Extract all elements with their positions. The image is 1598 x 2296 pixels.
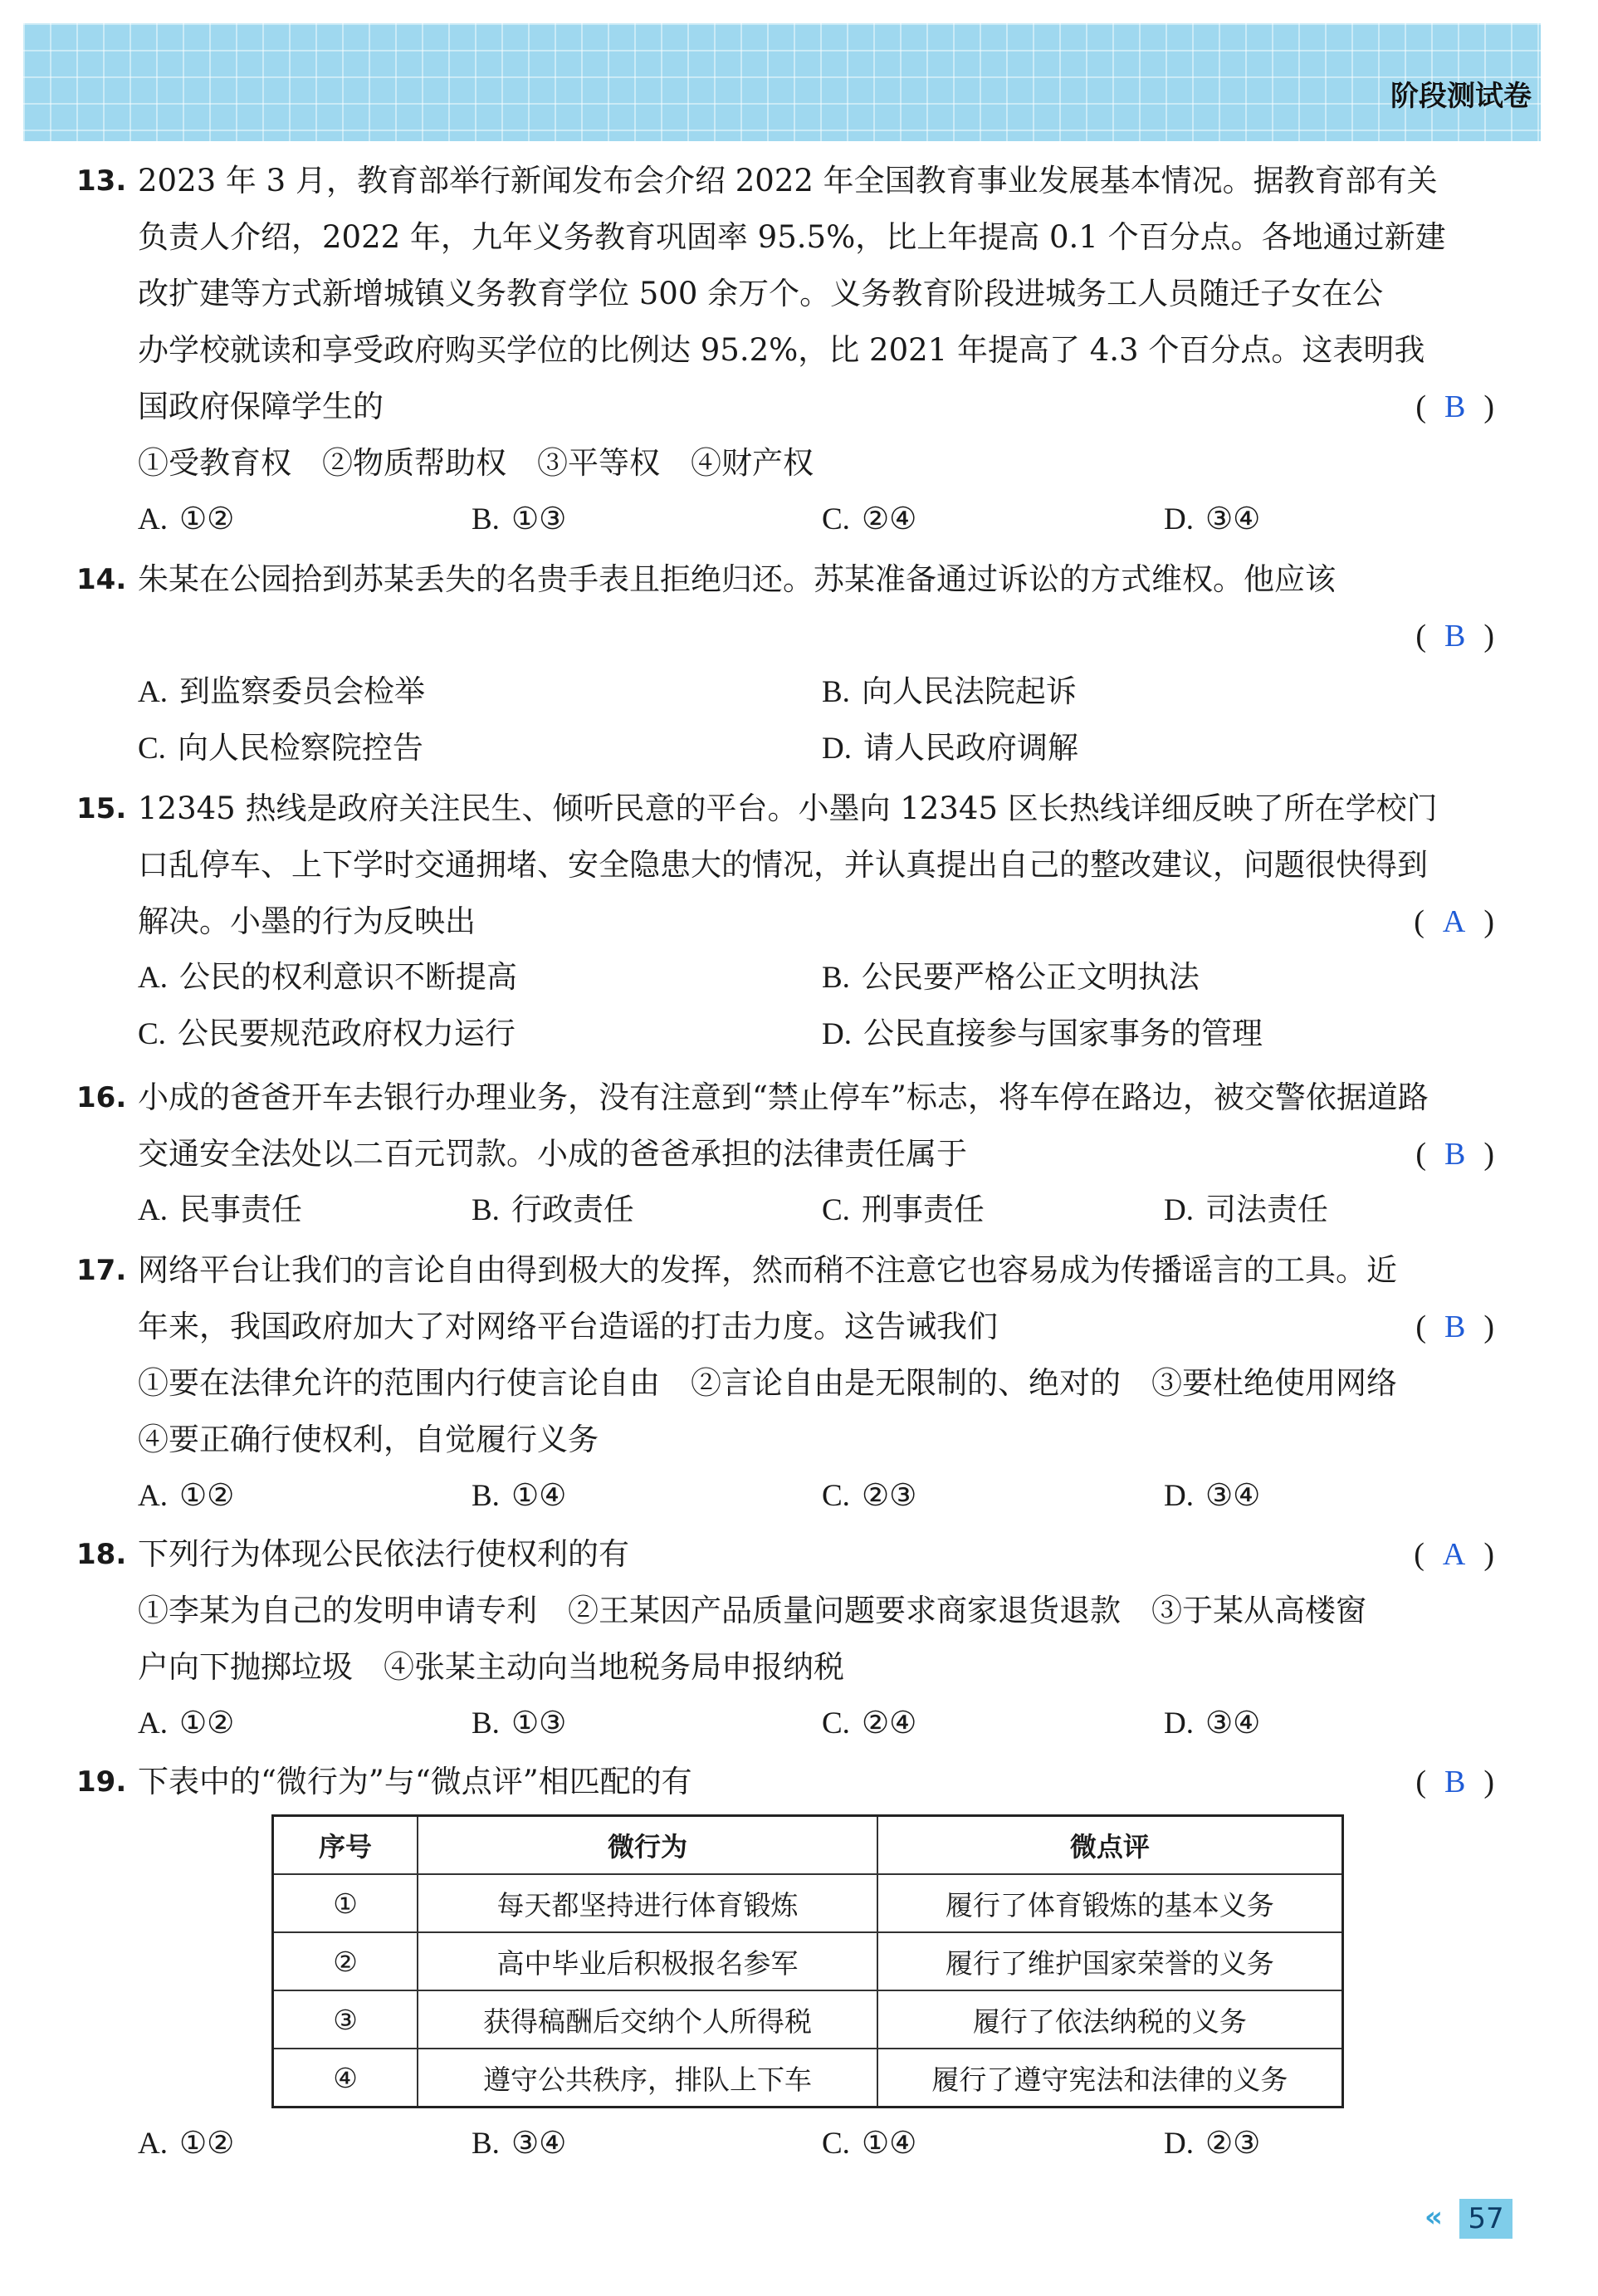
option-c: C. 向人民检察院控告 xyxy=(138,732,423,766)
question-items: 户向下抛掷垃圾 ④张某主动向当地税务局申报纳税 xyxy=(138,1649,844,1685)
question-text: 小成的爸爸开车去银行办理业务，没有注意到“禁止停车”标志，将车停在路边，被交警依据道路 xyxy=(138,1079,1429,1115)
answer-letter: B xyxy=(1444,1310,1466,1344)
option-d: D. ②③ xyxy=(1164,2127,1261,2161)
table-cell: 每天都坚持进行体育锻炼 xyxy=(418,1874,877,1932)
question-items: ①李某为自己的发明申请专利 ②王某因产品质量问题要求商家退货退款 ③于某从高楼窗 xyxy=(138,1593,1366,1628)
table-header-row xyxy=(273,1816,1343,1875)
question-number: 17. xyxy=(76,1254,127,1287)
option-c: C. ②④ xyxy=(822,1706,917,1740)
question-text: 朱某在公园拾到苏某丢失的名贵手表且拒绝归还。苏某准备通过诉讼的方式维权。他应该 xyxy=(138,561,1336,597)
option-d: D. 请人民政府调解 xyxy=(822,732,1078,766)
answer-letter: A xyxy=(1442,1537,1466,1572)
option-a: A. 公民的权利意识不断提高 xyxy=(138,961,517,995)
table-cell: ③ xyxy=(273,1990,418,2049)
question-text: 下表中的“微行为”与“微点评”相匹配的有 xyxy=(138,1764,692,1799)
answer-letter: A xyxy=(1442,904,1466,939)
answer-letter: B xyxy=(1444,619,1466,654)
option-a: A. 到监察委员会检举 xyxy=(138,675,425,709)
question-text: 交通安全法处以二百元罚款。小成的爸爸承担的法律责任属于 xyxy=(138,1136,967,1172)
answer-letter: B xyxy=(1444,1765,1466,1799)
table-cell: ② xyxy=(273,1932,418,1990)
question-items: ①要在法律允许的范围内行使言论自由 ②言论自由是无限制的、绝对的 ③要杜绝使用网络 xyxy=(138,1365,1397,1401)
answer-bracket: ( B ) xyxy=(1415,1310,1494,1344)
answer-bracket: ( B ) xyxy=(1415,1765,1494,1799)
question-items: ①受教育权 ②物质帮助权 ③平等权 ④财产权 xyxy=(138,445,814,481)
page-number-badge xyxy=(1425,2199,1516,2240)
table-cell: 履行了遵守宪法和法律的义务 xyxy=(877,2049,1343,2108)
option-b: B. 行政责任 xyxy=(472,1193,634,1227)
question-number: 15. xyxy=(76,792,127,825)
answer-bracket: ( B ) xyxy=(1415,389,1494,424)
option-a: A. ①② xyxy=(138,1706,235,1740)
question-number: 18. xyxy=(76,1538,127,1571)
table-header-cell: 序号 xyxy=(273,1816,418,1875)
table-header-cell: 微点评 xyxy=(877,1816,1343,1875)
question-items: ④要正确行使权利，自觉履行义务 xyxy=(138,1422,599,1457)
matching-table xyxy=(271,1814,1344,2108)
option-d: D. 公民直接参与国家事务的管理 xyxy=(822,1017,1263,1051)
question-text: 下列行为体现公民依法行使权利的有 xyxy=(138,1536,629,1572)
answer-letter: B xyxy=(1444,389,1466,424)
question-17 xyxy=(76,1242,1494,1525)
table-cell: 高中毕业后积极报名参军 xyxy=(418,1932,877,1990)
option-a: A. ①② xyxy=(138,502,235,536)
answer-bracket: ( A ) xyxy=(1414,1537,1494,1572)
question-19-options xyxy=(76,2116,1488,2172)
question-14 xyxy=(76,551,1494,777)
question-text: 国政府保障学生的 xyxy=(138,389,384,424)
option-b: B. ①③ xyxy=(472,502,567,536)
question-text: 解决。小墨的行为反映出 xyxy=(138,903,476,939)
table-row xyxy=(273,2049,1343,2108)
answer-bracket: ( A ) xyxy=(1414,904,1494,939)
question-number: 14. xyxy=(76,563,127,596)
table-cell: ① xyxy=(273,1874,418,1932)
question-text: 2023 年 3 月，教育部举行新闻发布会介绍 2022 年全国教育事业发展基本情况。据教育部有关 xyxy=(138,163,1438,198)
question-text: 12345 热线是政府关注民生、倾听民意的平台。小墨向 12345 区长热线详细反映了所在学校门 xyxy=(138,791,1438,826)
question-18 xyxy=(76,1526,1494,1752)
option-b: B. 向人民法院起诉 xyxy=(822,675,1077,709)
option-c: C. 刑事责任 xyxy=(822,1193,985,1227)
question-text: 年来，我国政府加大了对网络平台造谣的打击力度。这告诫我们 xyxy=(138,1309,998,1344)
table-cell: 履行了维护国家荣誉的义务 xyxy=(877,1932,1343,1990)
question-text: 口乱停车、上下学时交通拥堵、安全隐患大的情况，并认真提出自己的整改建议，问题很快得到 xyxy=(138,847,1428,883)
option-c: C. 公民要规范政府权力运行 xyxy=(138,1017,516,1051)
page-number: 57 xyxy=(1459,2199,1512,2239)
question-13 xyxy=(76,153,1494,548)
question-text: 办学校就读和享受政府购买学位的比例达 95.2%，比 2021 年提高了 4.3 个百分点。这表明我 xyxy=(138,332,1425,368)
question-text: 网络平台让我们的言论自由得到极大的发挥，然而稍不注意它也容易成为传播谣言的工具。近 xyxy=(138,1252,1397,1288)
table-cell: 履行了依法纳税的义务 xyxy=(877,1990,1343,2049)
option-d: D. 司法责任 xyxy=(1164,1193,1328,1227)
question-text: 改扩建等方式新增城镇义务教育学位 500 余万个。义务教育阶段进城务工人员随迁子女在公 xyxy=(138,276,1384,311)
table-header-cell: 微行为 xyxy=(418,1816,877,1875)
option-d: D. ③④ xyxy=(1164,502,1261,536)
table-cell: 履行了体育锻炼的基本义务 xyxy=(877,1874,1343,1932)
page-header xyxy=(23,23,1541,141)
answer-bracket: ( B ) xyxy=(1415,619,1494,654)
question-19 xyxy=(76,1754,1494,1810)
answer-letter: B xyxy=(1444,1137,1466,1172)
table-cell: 获得稿酬后交纳个人所得税 xyxy=(418,1990,877,2049)
option-c: C. ①④ xyxy=(822,2127,917,2161)
question-16 xyxy=(76,1070,1494,1239)
question-15 xyxy=(76,781,1494,1063)
option-b: B. ①③ xyxy=(472,1706,567,1740)
option-a: A. 民事责任 xyxy=(138,1193,302,1227)
option-a: A. ①② xyxy=(138,2127,235,2161)
option-c: C. ②③ xyxy=(822,1479,917,1513)
double-chevron-left-icon: « xyxy=(1425,2201,1443,2234)
table-cell: 遵守公共秩序，排队上下车 xyxy=(418,2049,877,2108)
option-c: C. ②④ xyxy=(822,502,917,536)
question-number: 19. xyxy=(76,1765,127,1799)
table-row xyxy=(273,1990,1343,2049)
answer-bracket: ( B ) xyxy=(1415,1137,1494,1172)
table-row xyxy=(273,1932,1343,1990)
question-number: 16. xyxy=(76,1081,127,1114)
table-row xyxy=(273,1874,1343,1932)
table-cell: ④ xyxy=(273,2049,418,2108)
question-text: 负责人介绍，2022 年，九年义务教育巩固率 95.5%，比上年提高 0.1 个百分点。各地通过新建 xyxy=(138,219,1446,255)
option-d: D. ③④ xyxy=(1164,1706,1261,1740)
question-number: 13. xyxy=(76,164,127,198)
option-b: B. 公民要严格公正文明执法 xyxy=(822,961,1200,995)
option-a: A. ①② xyxy=(138,1479,235,1513)
option-b: B. ③④ xyxy=(472,2127,567,2161)
option-b: B. ①④ xyxy=(472,1479,567,1513)
header-title: 阶段测试卷 xyxy=(1390,80,1532,113)
option-d: D. ③④ xyxy=(1164,1479,1261,1513)
